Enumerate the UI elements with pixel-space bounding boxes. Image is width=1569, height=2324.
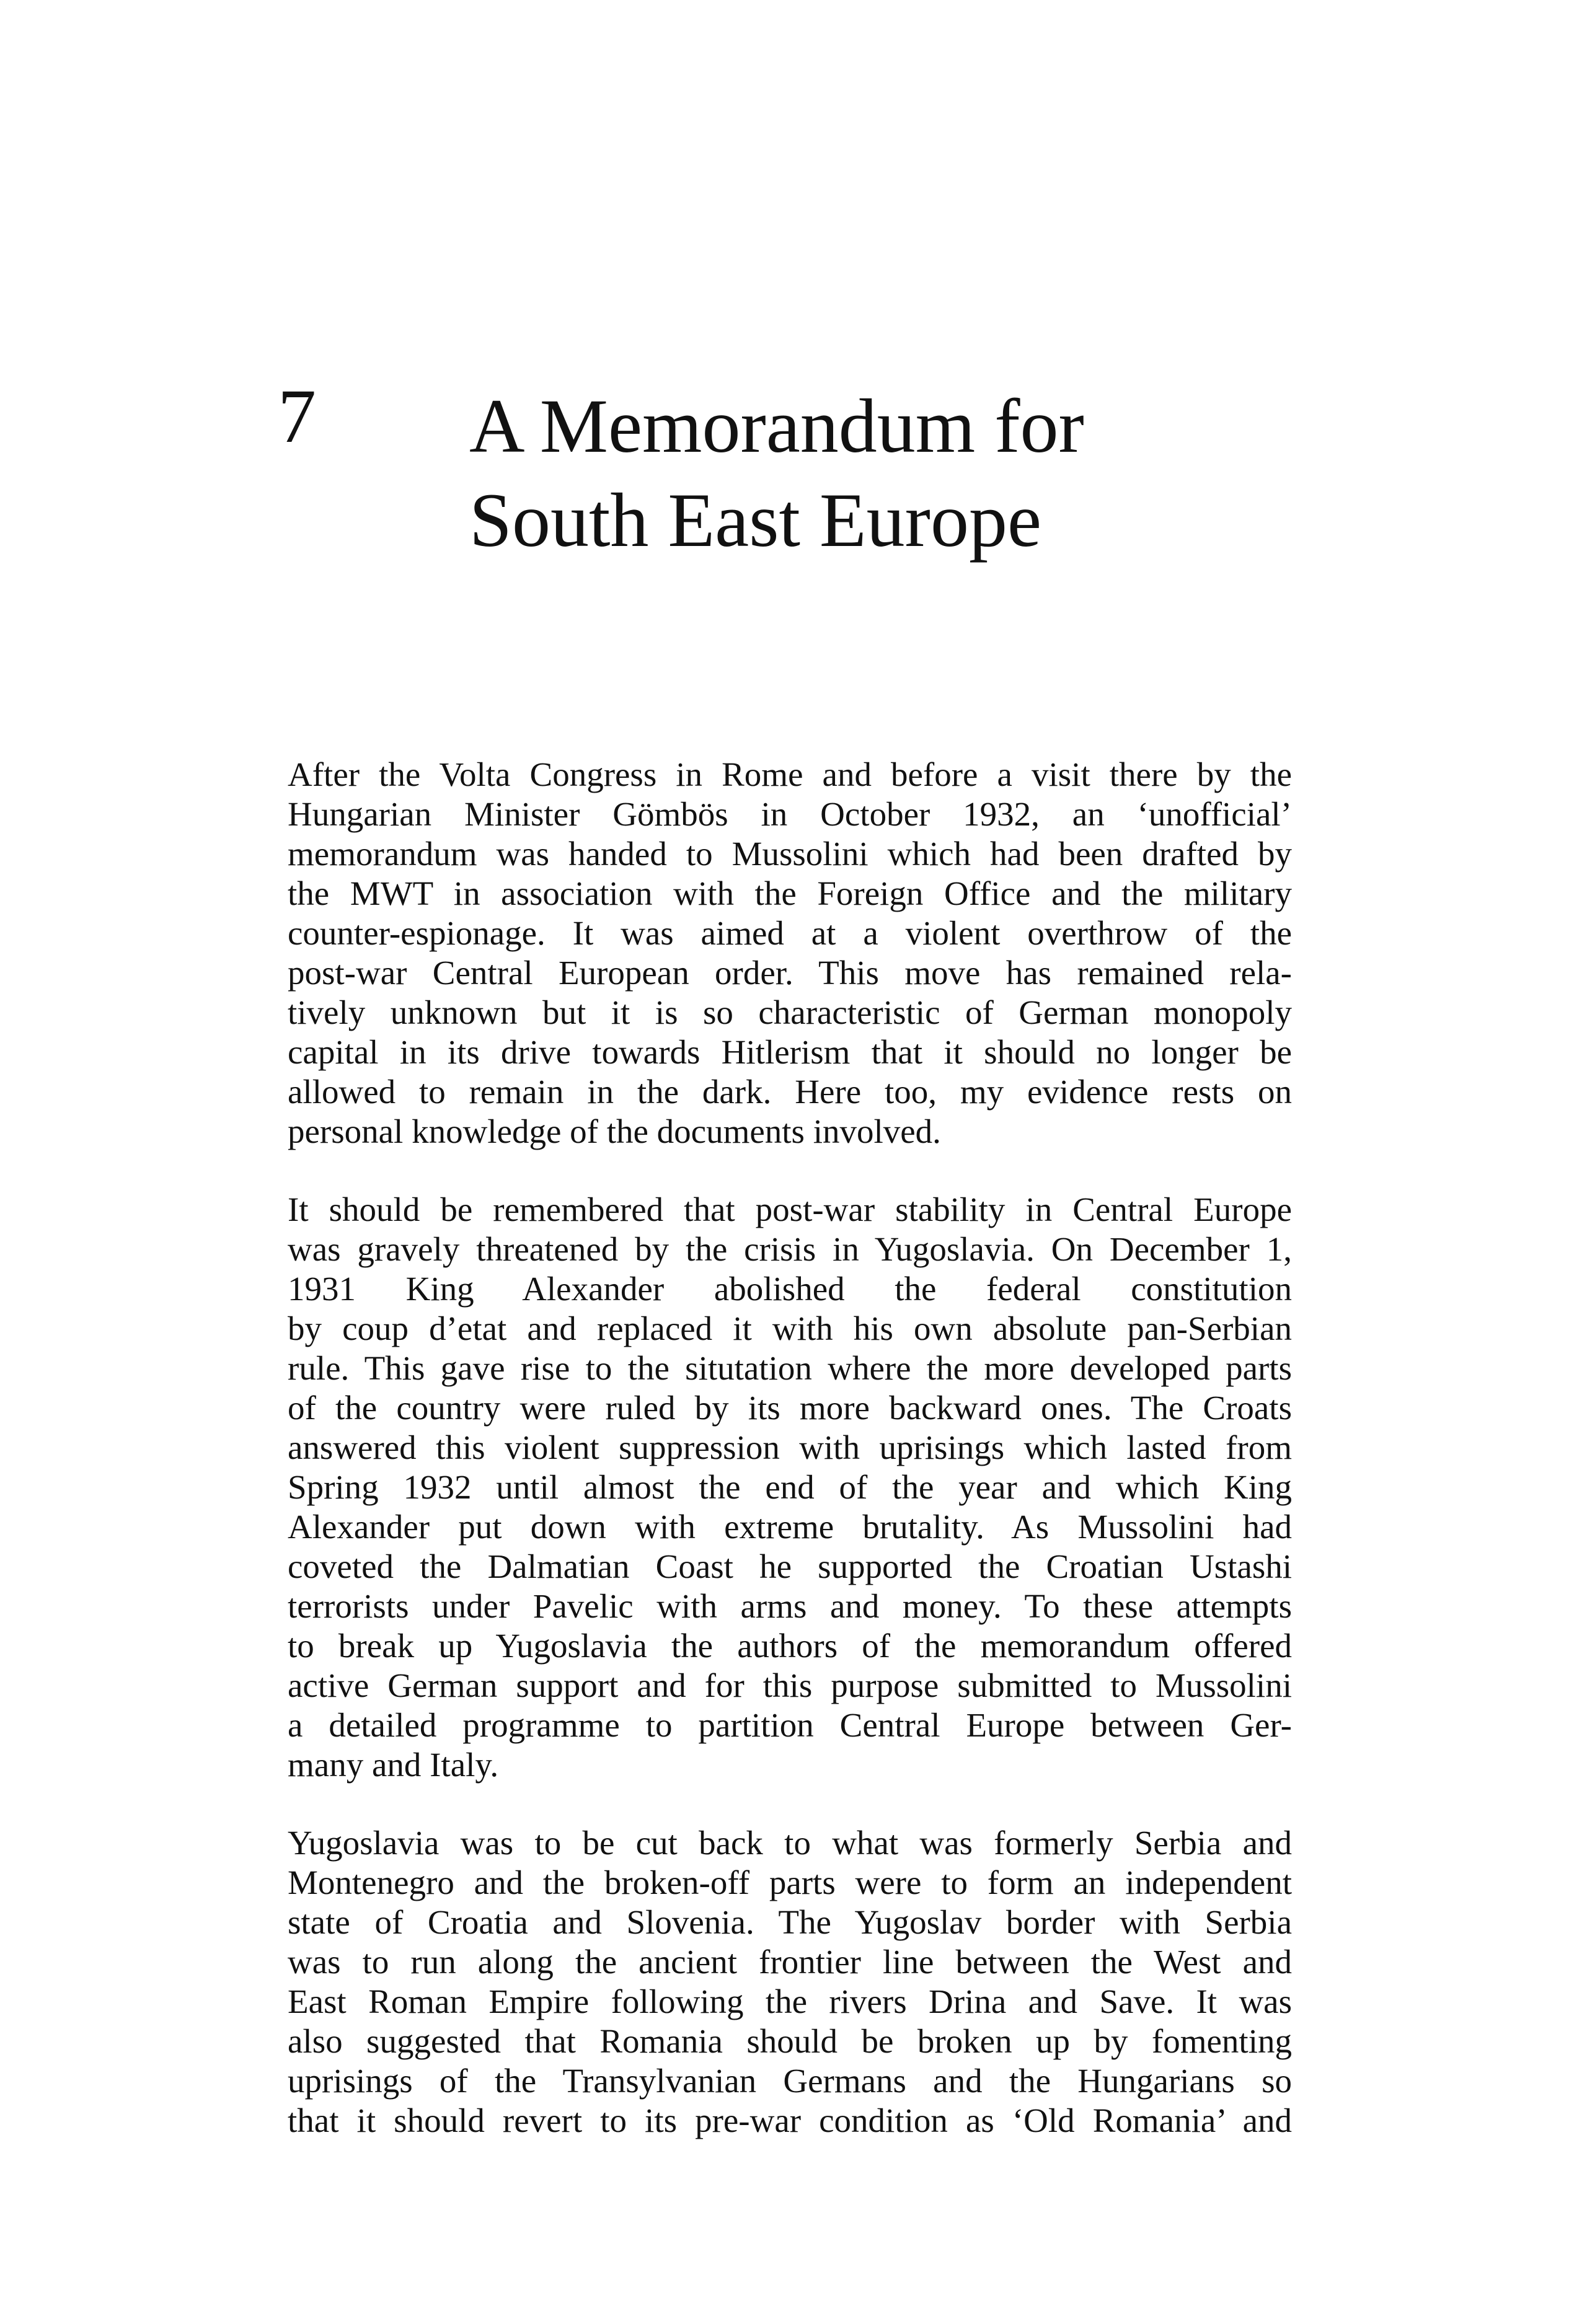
text-line: counter-espionage. It was aimed at a violent overthrow of the (288, 914, 1292, 952)
text-line: to break up Yugoslavia the authors of the memorandum offered (288, 1627, 1292, 1665)
text-line: state of Croatia and Slovenia. The Yugoslav border with Serbia (288, 1903, 1292, 1941)
text-line: a detailed programme to partition Central Europe between Ger- (288, 1706, 1292, 1744)
text-line: was gravely threatened by the crisis in Yugoslavia. On December 1, (288, 1230, 1292, 1268)
text-line: answered this violent suppression with uprisings which lasted from (288, 1428, 1292, 1466)
text-line: by coup d’etat and replaced it with his own absolute pan-Serbian (288, 1309, 1292, 1347)
text-line: rule. This gave rise to the situtation where the more developed parts (288, 1349, 1292, 1387)
text-line: was to run along the ancient frontier line between the West and (288, 1943, 1292, 1981)
text-line: Yugoslavia was to be cut back to what was formerly Serbia and (288, 1824, 1292, 1862)
text-line: terrorists under Pavelic with arms and money. To these attempts (288, 1587, 1292, 1625)
text-line: 1931 King Alexander abolished the federal constitution (288, 1270, 1292, 1308)
text-line: the MWT in association with the Foreign Office and the military (288, 874, 1292, 912)
text-line: active German support and for this purpose submitted to Mussolini (288, 1666, 1292, 1704)
chapter-number: 7 (278, 374, 316, 459)
text-line: Montenegro and the broken-off parts were to form an independent (288, 1864, 1292, 1901)
text-line: post-war Central European order. This move has remained rela- (288, 954, 1292, 992)
text-line: tively unknown but it is so characteristic of German monopoly (288, 993, 1292, 1031)
paragraph (288, 1190, 1292, 1785)
text-line: East Roman Empire following the rivers Drina and Save. It was (288, 1983, 1292, 2020)
text-line: personal knowledge of the documents involved. (288, 1112, 941, 1150)
text-line: Alexander put down with extreme brutality. As Mussolini had (288, 1508, 1292, 1546)
paragraph (288, 755, 1292, 1151)
text-line: uprisings of the Transylvanian Germans and the Hungarians so (288, 2062, 1292, 2100)
text-line: Hungarian Minister Gömbös in October 1932, an ‘unofficial’ (288, 795, 1292, 833)
text-line: coveted the Dalmatian Coast he supported the Croatian Ustashi (288, 1547, 1292, 1585)
text-line: also suggested that Romania should be broken up by fomenting (288, 2022, 1292, 2060)
text-line: of the country were ruled by its more backward ones. The Croats (288, 1389, 1292, 1427)
text-line: capital in its drive towards Hitlerism that it should no longer be (288, 1033, 1292, 1071)
text-line: It should be remembered that post-war stability in Central Europe (288, 1191, 1292, 1228)
paragraph (288, 1823, 1292, 2141)
chapter-title-line: South East Europe (469, 478, 1041, 563)
chapter-title (469, 379, 1337, 568)
text-line: Spring 1932 until almost the end of the year and which King (288, 1468, 1292, 1506)
text-line: memorandum was handed to Mussolini which had been drafted by (288, 835, 1292, 873)
chapter-title-line: A Memorandum for (469, 384, 1084, 469)
chapter-body (288, 755, 1292, 2179)
text-line: that it should revert to its pre-war condition as ‘Old Romania’ and (288, 2102, 1292, 2139)
text-line: many and Italy. (288, 1746, 499, 1784)
text-line: After the Volta Congress in Rome and before a visit there by the (288, 755, 1292, 793)
text-line: allowed to remain in the dark. Here too, my evidence rests on (288, 1073, 1292, 1111)
